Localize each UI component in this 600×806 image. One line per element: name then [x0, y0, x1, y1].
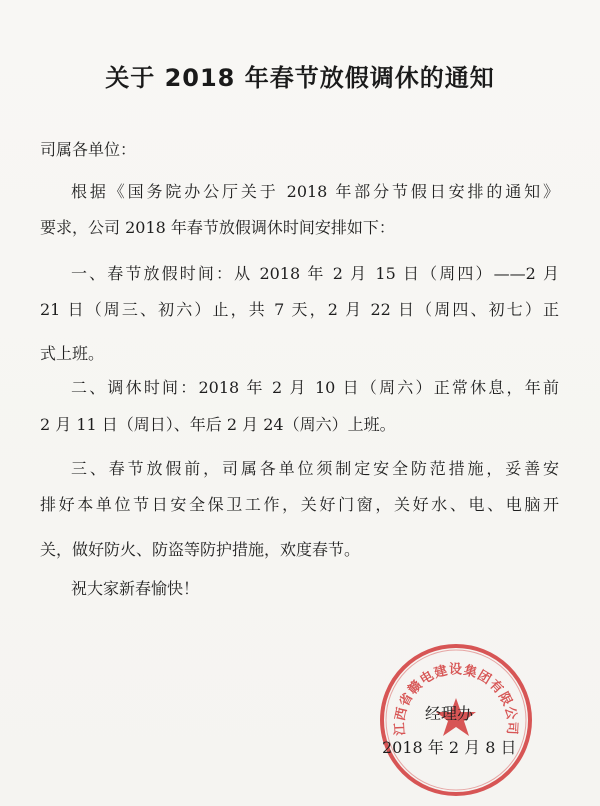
section3-line-1: 三、春节放假前，司属各单位须制定安全防范措施，妥善安 — [71, 459, 559, 478]
intro-line-2: 要求，公司 2018 年春节放假调休时间安排如下： — [40, 218, 395, 237]
salutation: 司属各单位： — [40, 140, 137, 159]
section1-line-2: 21 日（周三、初六）止，共 7 天，2 月 22 日（周四、初七）正 — [40, 300, 559, 319]
intro-line-1: 根据《国务院办公厅关于 2018 年部分节假日安排的通知》 — [71, 182, 559, 201]
section1-line-3: 式上班。 — [40, 344, 105, 363]
section3-line-2: 排好本单位节日安全保卫工作，关好门窗，关好水、电、电脑开 — [40, 495, 559, 514]
svg-text:江西省赣电建设集团有限公司: 江西省赣电建设集团有限公司 — [392, 662, 520, 736]
closing-wish: 祝大家新春愉快！ — [71, 579, 200, 598]
document-date: 2018 年 2 月 8 日 — [382, 738, 517, 757]
signer-department: 经理办 — [425, 704, 474, 723]
section3-line-3: 关，做好防火、防盗等防护措施，欢度春节。 — [40, 540, 361, 559]
section2-line-1: 二、调休时间：2018 年 2 月 10 日（周六）正常休息，年前 — [71, 378, 559, 397]
section1-line-1: 一、春节放假时间：从 2018 年 2 月 15 日（周四）——2 月 — [71, 264, 559, 283]
document-title: 关于 2018 年春节放假调休的通知 — [105, 64, 495, 92]
section2-line-2: 2 月 11 日（周日）、年后 2 月 24（周六）上班。 — [40, 415, 396, 434]
